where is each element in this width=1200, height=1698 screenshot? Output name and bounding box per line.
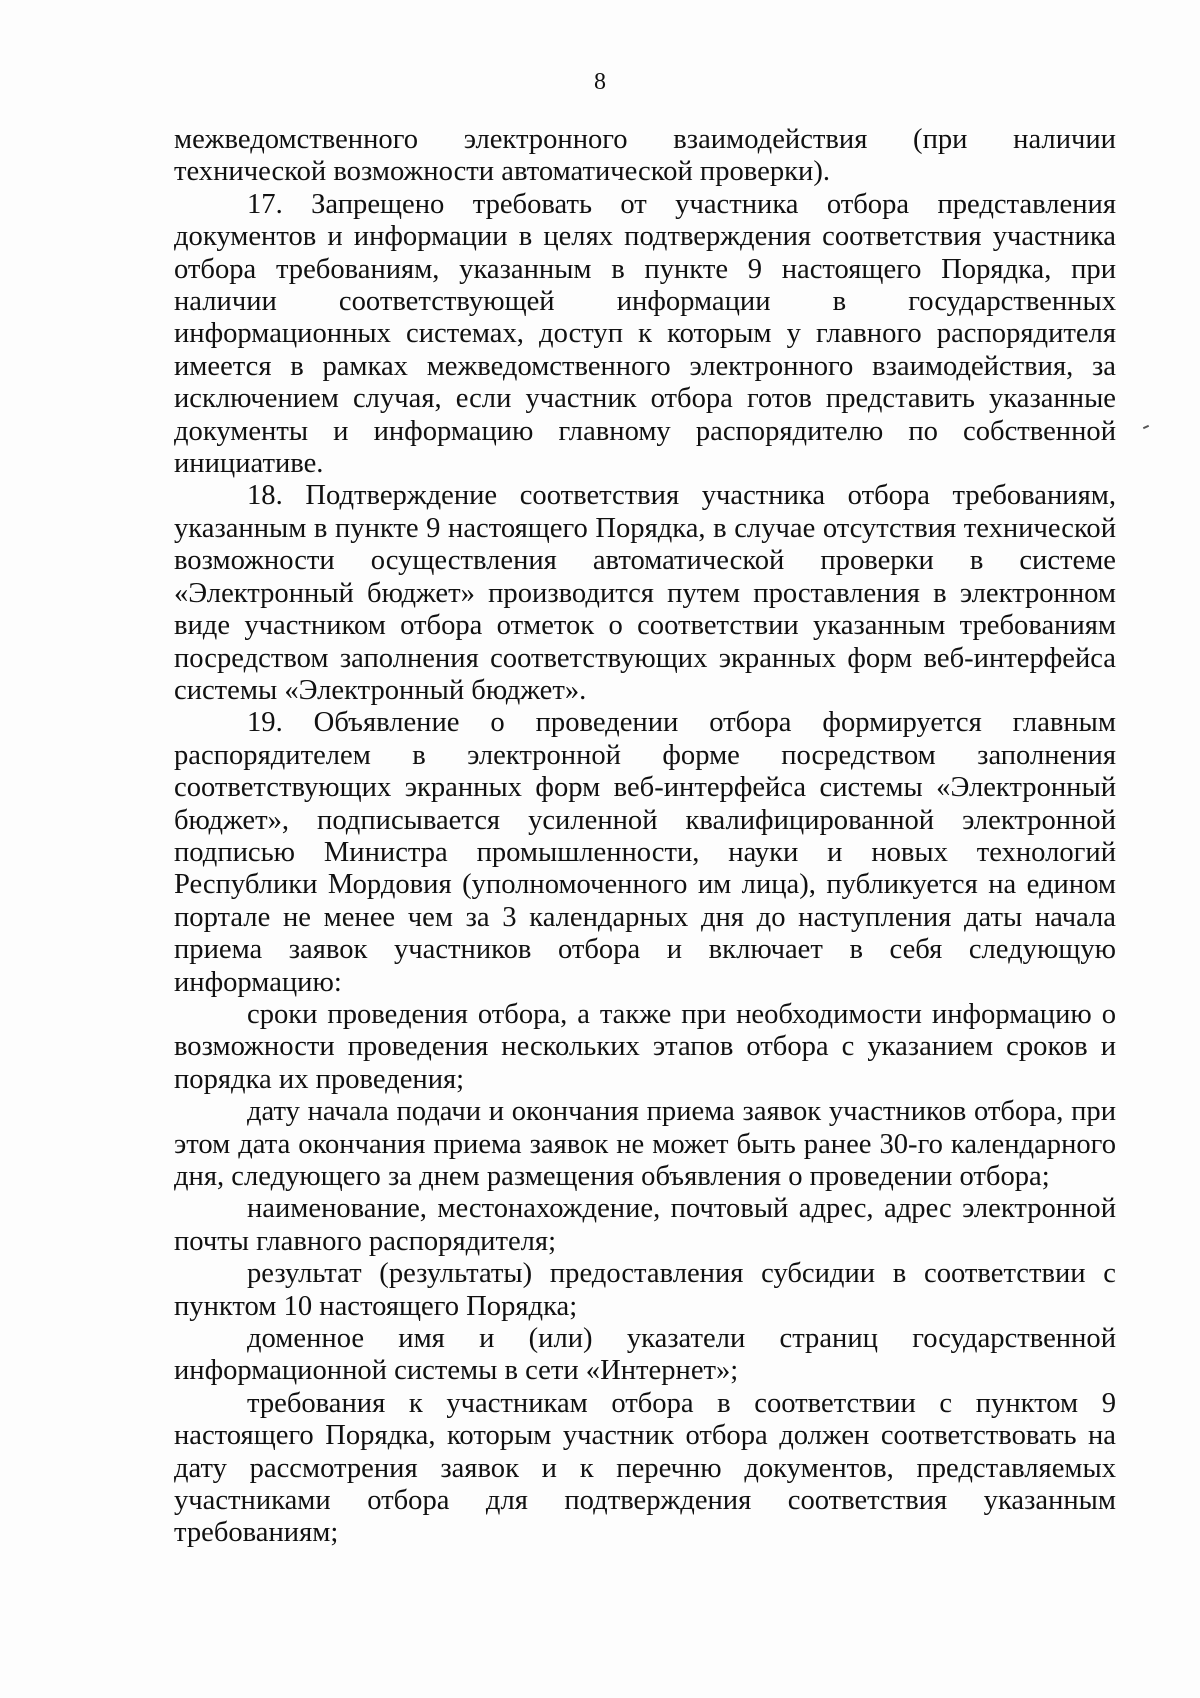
list-item-subsidy-results: результат (результаты) предоставления субсидии в соответствии с пунктом 10 настоящего Порядка; [174,1258,1116,1322]
list-item-application-dates: дату начала подачи и окончания приема заявок участников отбора, при этом дата окончания приема заявок не может быть ранее 30-го календарного дня, следующего за днем размещения объявления о проведении отбора; [174,1096,1116,1192]
list-item-distributor-contacts: наименование, местонахождение, почтовый адрес, адрес электронной почты главного распорядителя; [174,1193,1116,1257]
page-number: 8 [594,69,606,95]
list-item-participant-requirements: требования к участникам отбора в соответствии с пунктом 9 настоящего Порядка, которым участник отбора должен соответствовать на дату рассмотрения заявок и к перечню документов, представляемых участниками отбора для подтверждения соответствия указанным требованиям; [174,1387,1116,1549]
list-item-domain-name: доменное имя и (или) указатели страниц государственной информационной системы в сети «Интернет»; [174,1323,1116,1387]
document-body [174,124,1116,1550]
scan-speck [1143,425,1149,429]
paragraph-18: 18. Подтверждение соответствия участника отбора требованиям, указанным в пункте 9 настоящего Порядка, в случае отсутствия технической возможности осуществления автоматической проверки в системе «Электронный бюджет» производится путем проставления в электронном виде участником отбора отметок о соответствии указанным требованиям посредством заполнения соответствующих экранных форм веб-интерфейса системы «Электронный бюджет». [174,480,1116,706]
paragraph-continuation: межведомственного электронного взаимодействия (при наличии технической возможности автоматической проверки). [174,124,1116,188]
list-item-selection-terms: сроки проведения отбора, а также при необходимости информацию о возможности проведения нескольких этапов отбора с указанием сроков и порядка их проведения; [174,998,1116,1095]
paragraph-19: 19. Объявление о проведении отбора формируется главным распорядителем в электронной форме посредством заполнения соответствующих экранных форм веб-интерфейса системы «Электронный бюджет», подписывается усиленной квалифицированной электронной подписью Министра промышленности, науки и новых технологий Республики Мордовия (уполномоченного им лица), публикуется на едином портале не менее чем за 3 календарных дня до наступления даты начала приема заявок участников отбора и включает в себя следующую информацию: [174,707,1116,998]
paragraph-17: 17. Запрещено требовать от участника отбора представления документов и информации в целях подтверждения соответствия участника отбора требованиям, указанным в пункте 9 настоящего Порядка, при наличии соответствующей информации в государственных информационных системах, доступ к которым у главного распорядителя имеется в рамках межведомственного электронного взаимодействия, за исключением случая, если участник отбора готов представить указанные документы и информацию главному распорядителю по собственной инициативе. [174,188,1116,480]
